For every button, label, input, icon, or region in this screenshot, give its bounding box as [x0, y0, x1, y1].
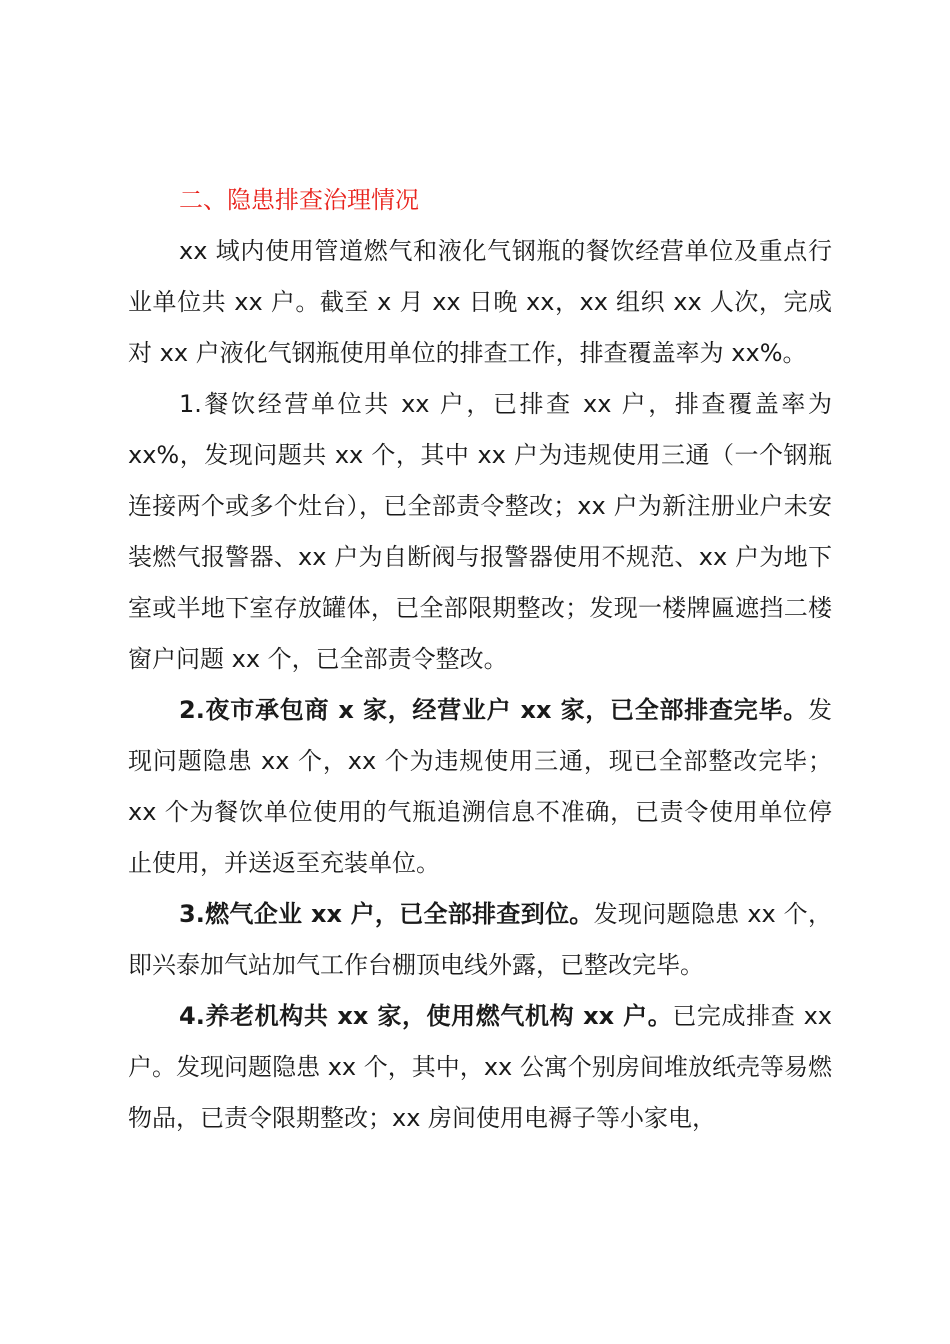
item-3-lead: 3.燃气企业 xx 户，已全部排查到位。 [179, 900, 594, 928]
item-4-body: 已完成排查 xx 户。发现问题隐患 xx 个，其中，xx 公寓个别房间堆放纸壳等易燃物品，已责令限期整改；xx 房间使用电褥子等小家电， [128, 1002, 832, 1132]
item-2-body: 发现问题隐患 xx 个，xx 个为违规使用三通，现已全部整改完毕；xx 个为餐饮单位使用的气瓶追溯信息不准确，已责令使用单位停止使用，并送返至充装单位。 [128, 696, 832, 877]
item-2-lead: 2.夜市承包商 x 家，经营业户 xx 家，已全部排查完毕。 [179, 696, 808, 724]
item-4-paragraph [128, 991, 832, 1144]
item-2-paragraph [128, 685, 832, 889]
item-1-body: 1.餐饮经营单位共 xx 户，已排查 xx 户，排查覆盖率为 xx%，发现问题共 xx 个，其中 xx 户为违规使用三通（一个钢瓶连接两个或多个灶台），已全部责令整改；xx 户为新注册业户未安装燃气报警器、xx 户为自断阀与报警器使用不规范、xx 户为地下室或半地下室存放罐体，已全部限期整改；发现一楼牌匾遮挡二楼窗户问题 xx 个，已全部责令整改。 [128, 390, 832, 673]
intro-paragraph: xx 域内使用管道燃气和液化气钢瓶的餐饮经营单位及重点行业单位共 xx 户。截至 x 月 xx 日晚 xx，xx 组织 xx 人次，完成对 xx 户液化气钢瓶使用单位的排查工作，排查覆盖率为 xx%。 [128, 237, 832, 367]
item-1-paragraph [128, 379, 832, 685]
item-3-paragraph [128, 889, 832, 991]
item-3-body: 发现问题隐患 xx 个，即兴泰加气站加气工作台棚顶电线外露，已整改完毕。 [128, 900, 832, 979]
document-body [128, 175, 832, 1144]
item-4-lead: 4.养老机构共 xx 家，使用燃气机构 xx 户。 [179, 1002, 673, 1030]
section-heading: 二、隐患排查治理情况 [179, 186, 419, 214]
